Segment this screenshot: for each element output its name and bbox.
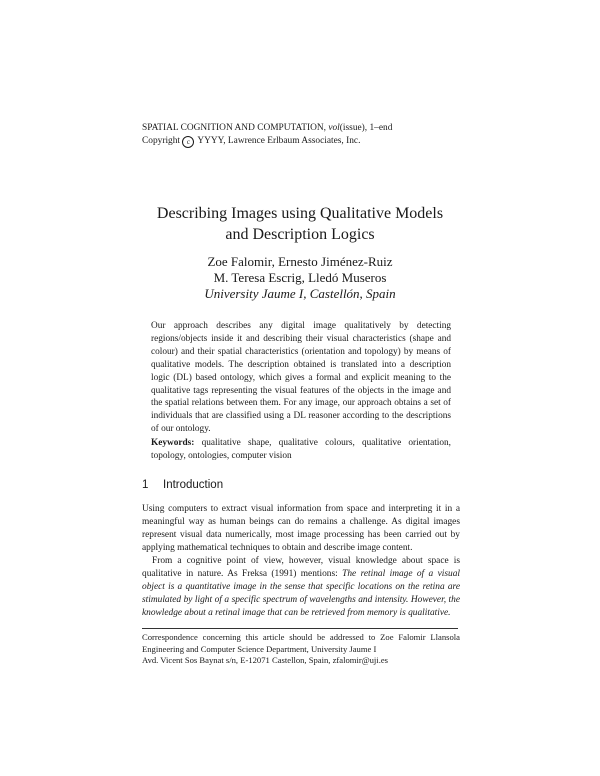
footnote-line-2: Avd. Vicent Sos Baynat s/n, E-12071 Castellon, Spain, zfalomir@uji.es bbox=[142, 655, 389, 666]
paragraph-1: Using computers to extract visual information from space and interpreting it in a meaningful way as human beings can do remains a challenge. As digital images represent visual data numerically, most image processing has been carried out by applying mathematical techniques to obtain and describe image content. bbox=[142, 504, 460, 553]
section-title: Introduction bbox=[163, 479, 224, 491]
footnote-divider bbox=[142, 628, 458, 629]
journal-name: SPATIAL COGNITION AND COMPUTATION, bbox=[142, 123, 329, 133]
authors-line-2: M. Teresa Escrig, Lledó Museros bbox=[213, 270, 387, 285]
keywords-label: Keywords: bbox=[151, 438, 195, 448]
title-line-1: Describing Images using Qualitative Models bbox=[156, 205, 444, 222]
footnote bbox=[142, 632, 460, 667]
authors-line-1: Zoe Falomir, Ernesto Jiménez-Ruiz bbox=[207, 254, 393, 269]
copyright-label: Copyright bbox=[142, 136, 183, 146]
abstract: Our approach describes any digital image qualitatively by detecting regions/objects inside it and describing their visual characteristics (shape and colour) and their spatial characteristics (orientation and topology) by means of qualitative models. The description obtained is translated into a description logic (DL) based ontology, which gives a formal and explicit meaning to the qualitative tags representing the visual features of the objects in the image and the spatial relations between them. For any image, our approach obtains a set of individuals that are classified using a DL reasoner according to the descriptions of our ontology. bbox=[151, 321, 451, 435]
footnote-line-1: Correspondence concerning this article should be addressed to Zoe Falomir Llansola Engineering and Computer Science Department, University Jaume I bbox=[142, 632, 460, 654]
title-line-2: and Description Logics bbox=[225, 226, 375, 243]
body-text bbox=[142, 503, 460, 620]
journal-line bbox=[142, 122, 392, 135]
keywords bbox=[151, 437, 451, 463]
section-heading bbox=[142, 479, 223, 491]
copyright-icon: c bbox=[182, 136, 194, 148]
keywords-text: qualitative shape, qualitative colours, qualitative orientation, topology, ontologies, computer vision bbox=[151, 438, 451, 461]
paragraph-2 bbox=[142, 555, 460, 620]
paper-title bbox=[0, 203, 600, 245]
copyright-line bbox=[142, 135, 392, 148]
journal-volume: vol bbox=[328, 123, 340, 133]
copyright-holder: YYYY, Lawrence Erlbaum Associates, Inc. bbox=[195, 136, 361, 146]
author-block bbox=[0, 254, 600, 302]
journal-header bbox=[142, 122, 392, 148]
affiliation: University Jaume I, Castellón, Spain bbox=[204, 286, 396, 301]
section-number: 1 bbox=[142, 479, 149, 491]
paragraph-2-text: From a cognitive point of view, however, visual knowledge about space is qualitative in nature. As Freksa (1991) mentions: bbox=[142, 556, 460, 579]
freksa-quote: The retinal image of a visual object is a quantitative image in the sense that specific locations on the retina are stimulated by light of a specific spectrum of wavelengths and intensity. However, the knowledge about a retinal image that can be retrieved from memory is qualitative. bbox=[142, 569, 460, 618]
journal-issue: (issue), 1–end bbox=[339, 123, 393, 133]
